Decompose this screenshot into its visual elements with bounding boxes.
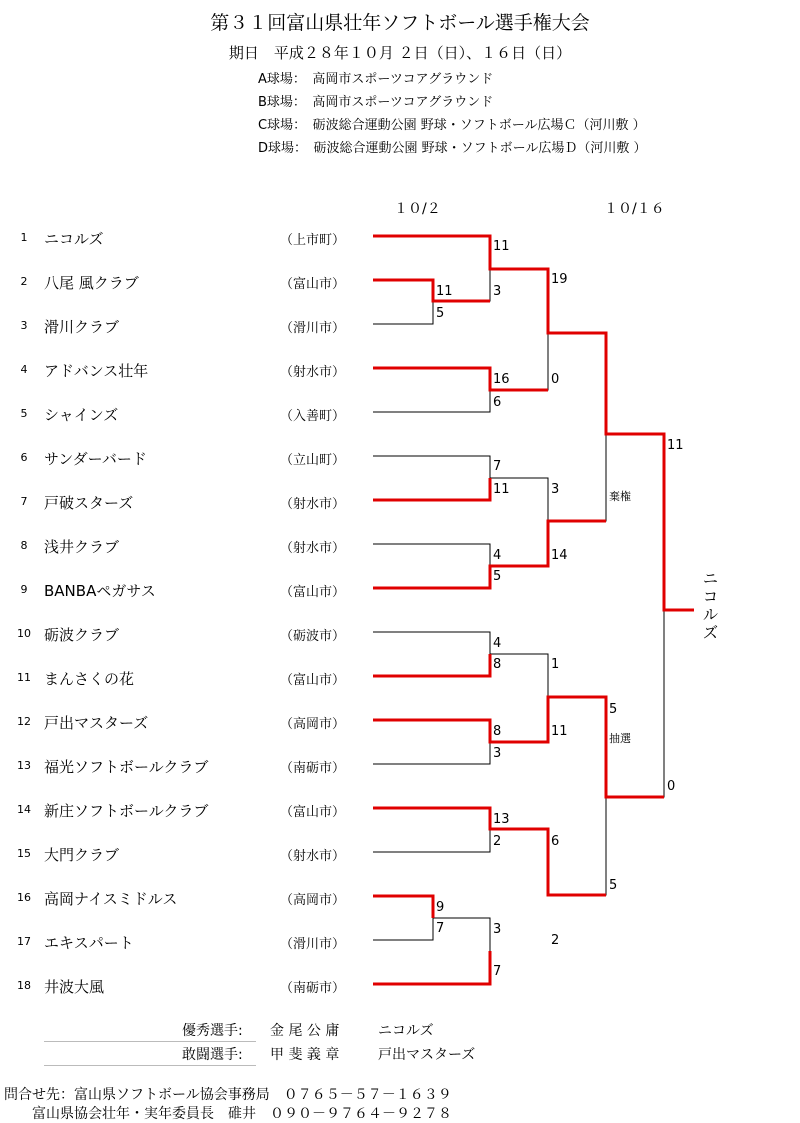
champion-label: ニコルズ <box>700 570 719 642</box>
team-number: 1 <box>20 231 28 244</box>
win-team-4 <box>373 368 548 390</box>
round-date-day1: １０/２ <box>394 201 441 217</box>
team-number: 16 <box>17 891 31 904</box>
team-number: 9 <box>20 583 28 596</box>
score-r2b-bottom: 14 <box>551 548 568 563</box>
team-name: 新庄ソフトボールクラブ <box>44 802 209 820</box>
bracket-winner-lines <box>373 236 694 984</box>
team-town: （入善町） <box>280 409 346 424</box>
team-town: （射水市） <box>280 365 346 380</box>
team-number: 13 <box>17 759 31 772</box>
note-sf1-forfeit: 棄権 <box>609 490 631 503</box>
team-town: （射水市） <box>280 541 346 556</box>
score-g67-bottom: 11 <box>493 482 510 497</box>
team-number: 12 <box>17 715 31 728</box>
team-town: （高岡市） <box>280 717 346 732</box>
win-team-1 <box>373 236 694 610</box>
team-number: 14 <box>17 803 31 816</box>
team-name: 高岡ナイスミドルス <box>44 890 178 908</box>
team-number: 17 <box>17 935 31 948</box>
score-g1415-bottom: 2 <box>493 834 502 849</box>
line-team-13 <box>373 742 490 764</box>
round-date-day2: １０/１６ <box>604 201 665 217</box>
team-name: 福光ソフトボールクラブ <box>44 758 209 776</box>
score-r2d-bottom: 2 <box>551 933 560 948</box>
team-town: （滑川市） <box>280 321 346 336</box>
score-final-bottom: 0 <box>667 779 676 794</box>
team-number: 18 <box>17 979 31 992</box>
score-g1415-top: 13 <box>493 812 510 827</box>
win-team-12 <box>373 697 664 797</box>
team-name: ニコルズ <box>44 230 104 248</box>
line-team-10 <box>373 632 490 654</box>
award-label-fighting: 敢闘選手: <box>182 1047 243 1063</box>
win-team-7 <box>373 478 490 500</box>
event-dates: 期日 平成２８年１０月 ２日（日）、１６日（日） <box>228 44 572 62</box>
win-team-18 <box>373 951 490 984</box>
score-g18-bottom: 7 <box>493 964 502 979</box>
team-name: アドバンス壮年 <box>44 362 149 380</box>
team-town: （富山市） <box>280 673 346 688</box>
venue-b: B球場： 高岡市スポーツコアグラウンド <box>258 95 494 110</box>
team-number: 6 <box>20 451 28 464</box>
team-number: 15 <box>17 847 31 860</box>
score-g23-bottom: 5 <box>436 306 445 321</box>
team-number: 7 <box>20 495 28 508</box>
team-number: 5 <box>20 407 28 420</box>
team-town: （滑川市） <box>280 937 346 952</box>
team-town: （射水市） <box>280 849 346 864</box>
award-label-excellent: 優秀選手: <box>182 1023 243 1039</box>
team-town: （砺波市） <box>280 629 346 644</box>
team-name: エキスパート <box>44 934 134 952</box>
team-town: （南砺市） <box>280 981 346 996</box>
team-name: 戸破スターズ <box>44 494 134 512</box>
score-g1617-top: 9 <box>436 900 445 915</box>
score-g89-bottom: 5 <box>493 569 502 584</box>
team-town: （立山町） <box>280 453 346 468</box>
score-sf2-bottom: 5 <box>609 878 618 893</box>
line-team-17 <box>373 918 433 940</box>
contact-line-1: 問合せ先：富山県ソフトボール協会事務局 ０７６５－５７－１６３９ <box>4 1087 452 1103</box>
team-number: 10 <box>17 627 31 640</box>
team-number: 4 <box>20 363 28 376</box>
venue-d: D球場： 砺波総合運動公園 野球・ソフトボール広場Ｄ（河川敷 ） <box>258 141 647 156</box>
award-divider-2 <box>44 1065 256 1066</box>
score-sf2-top: 5 <box>609 702 618 717</box>
team-name: シャインズ <box>44 406 119 424</box>
score-g1213-bottom: 3 <box>493 746 502 761</box>
team-name: 滑川クラブ <box>44 318 120 336</box>
score-g1617-bottom: 7 <box>436 921 445 936</box>
score-final-top: 11 <box>667 438 684 453</box>
score-r2a-top: 19 <box>551 272 568 287</box>
team-town: （射水市） <box>280 497 346 512</box>
line-team-8 <box>373 544 490 566</box>
team-town: （富山市） <box>280 277 346 292</box>
team-name: 井波大風 <box>44 978 105 996</box>
score-g1-bottom: 3 <box>493 284 502 299</box>
award-player-excellent: 金 尾 公 庸 <box>270 1023 340 1039</box>
score-g45-top: 16 <box>493 372 510 387</box>
score-g18-top: 3 <box>493 922 502 937</box>
team-town: （富山市） <box>280 805 346 820</box>
score-g1213-top: 8 <box>493 724 502 739</box>
line-team-5 <box>373 390 490 412</box>
line-team-3 <box>373 301 433 324</box>
team-name: 戸出マスターズ <box>44 714 149 732</box>
team-town: （富山市） <box>280 585 346 600</box>
team-number: 2 <box>20 275 28 288</box>
team-name: 八尾 風クラブ <box>44 274 139 292</box>
score-r2b-top: 3 <box>551 482 560 497</box>
line-team-6 <box>373 456 490 478</box>
score-g23-top: 11 <box>436 284 453 299</box>
page-title: 第３１回富山県壮年ソフトボール選手権大会 <box>210 12 590 34</box>
team-name: サンダーバード <box>44 450 147 468</box>
score-g1-top: 11 <box>493 239 510 254</box>
win-team-11 <box>373 654 490 676</box>
award-divider <box>44 1041 256 1042</box>
team-name: まんさくの花 <box>44 670 135 688</box>
score-g1011-bottom: 8 <box>493 657 502 672</box>
score-r2d-top: 6 <box>551 834 560 849</box>
team-number: 3 <box>20 319 28 332</box>
score-g89-top: 4 <box>493 548 502 563</box>
venue-c: C球場： 砺波総合運動公園 野球・ソフトボール広場Ｃ（河川敷 ） <box>258 118 646 133</box>
team-town: （南砺市） <box>280 761 346 776</box>
win-team-16 <box>373 896 433 918</box>
team-name: 浅井クラブ <box>44 538 120 556</box>
team-name: 大門クラブ <box>44 846 120 864</box>
team-number: 11 <box>17 671 31 684</box>
score-r2a-bottom: 0 <box>551 372 560 387</box>
venue-a: A球場： 高岡市スポーツコアグラウンド <box>258 72 494 87</box>
award-team-excellent: ニコルズ <box>378 1023 434 1039</box>
score-g1011-top: 4 <box>493 636 502 651</box>
score-g45-bottom: 6 <box>493 395 502 410</box>
line-sf1-loser <box>548 434 606 521</box>
win-team-2 <box>373 280 490 301</box>
award-player-fighting: 甲 斐 義 章 <box>270 1047 340 1063</box>
note-sf2-lottery: 抽選 <box>609 732 631 745</box>
score-r2c-top: 1 <box>551 657 560 672</box>
score-g67-top: 7 <box>493 459 502 474</box>
contact-line-2: 富山県協会壮年・実年委員長 碓井 ０９０－９７６４－９２７８ <box>32 1106 452 1122</box>
team-town: （高岡市） <box>280 893 346 908</box>
team-number: 8 <box>20 539 28 552</box>
award-team-fighting: 戸出マスターズ <box>378 1047 476 1063</box>
line-team-15 <box>373 829 490 852</box>
team-name: BANBAペガサス <box>44 582 156 600</box>
team-name: 砺波クラブ <box>44 626 120 644</box>
score-r2c-bottom: 11 <box>551 724 568 739</box>
team-town: （上市町） <box>280 233 346 248</box>
bracket-loser-lines <box>373 269 664 984</box>
